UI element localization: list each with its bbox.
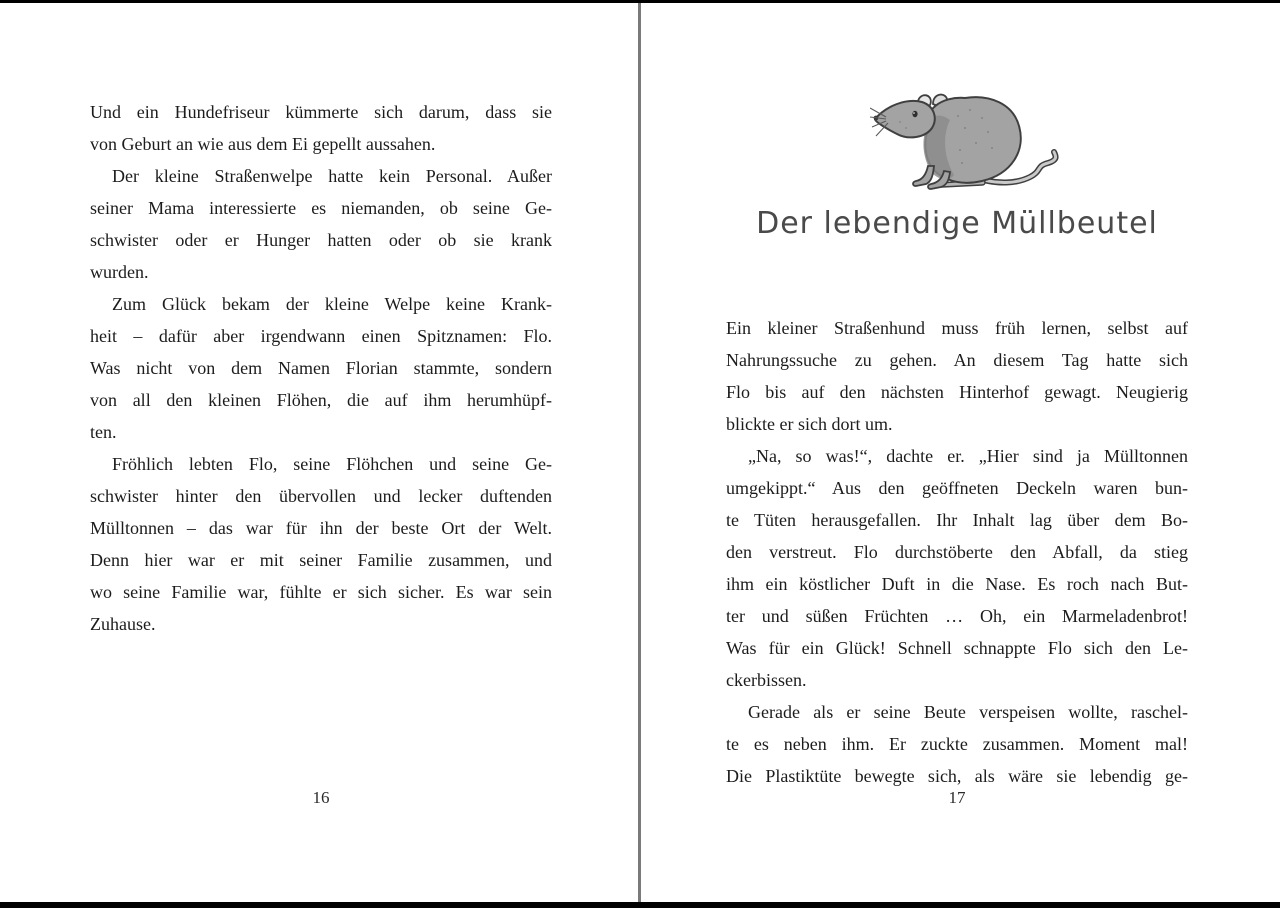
text-line: ter und süßen Früchten … Oh, ein Marmeladenbrot!: [726, 606, 1188, 626]
text-line: Zum Glück bekam der kleine Welpe keine Krank-: [112, 294, 552, 314]
text-line: Nahrungssuche zu gehen. An diesem Tag hatte sich: [726, 350, 1188, 370]
paragraph: [726, 440, 1188, 696]
text-line: Denn hier war er mit seiner Familie zusammen, und: [90, 550, 552, 570]
text-line: ten.: [90, 422, 117, 442]
page-left: [0, 3, 638, 902]
text-line: schwister oder er Hunger hatten oder ob sie krank: [90, 230, 552, 250]
text-line: „Na, so was!“, dachte er. „Hier sind ja Mülltonnen: [748, 446, 1188, 466]
rat-eye: [912, 111, 917, 117]
text-line: Die Plastiktüte bewegte sich, als wäre sie lebendig ge-: [726, 766, 1188, 786]
paragraph: [90, 448, 552, 640]
text-line: Der kleine Straßenwelpe hatte kein Personal. Außer: [112, 166, 552, 186]
text-line: Ein kleiner Straßenhund muss früh lernen, selbst auf: [726, 318, 1188, 338]
text-line: von Geburt an wie aus dem Ei gepellt aussahen.: [90, 134, 436, 154]
text-line: von all den kleinen Flöhen, die auf ihm herumhüpf-: [90, 390, 552, 410]
rat-illustration: [870, 88, 1065, 193]
text-line: Flo bis auf den nächsten Hinterhof gewagt. Neugierig: [726, 382, 1188, 402]
paragraph: [90, 96, 552, 160]
paragraph: [90, 160, 552, 288]
paragraph: [90, 288, 552, 448]
text-line: seiner Mama interessierte es niemanden, ob seine Ge-: [90, 198, 552, 218]
paragraph: [726, 312, 1188, 440]
text-line: wo seine Familie war, fühlte er sich sicher. Es war sein: [90, 582, 552, 602]
text-line: ckerbissen.: [726, 670, 807, 690]
page-right: [641, 3, 1280, 902]
text-line: ihm ein köstlicher Duft in die Nase. Es roch nach But-: [726, 574, 1188, 594]
text-line: Und ein Hundefriseur kümmerte sich darum, dass sie: [90, 102, 552, 122]
text-line: wurden.: [90, 262, 149, 282]
text-line: heit – dafür aber irgendwann einen Spitznamen: Flo.: [90, 326, 552, 346]
text-line: blickte er sich dort um.: [726, 414, 893, 434]
rat-front-leg-left: [913, 166, 934, 186]
left-page-text: [90, 96, 552, 640]
page-number-left: 16: [312, 788, 330, 807]
text-line: te es neben ihm. Er zuckte zusammen. Moment mal!: [726, 734, 1188, 754]
text-line: Mülltonnen – das war für ihn der beste Ort der Welt.: [90, 518, 552, 538]
page-number-right: 17: [948, 788, 966, 807]
text-line: umgekippt.“ Aus den geöffneten Deckeln waren bun-: [726, 478, 1188, 498]
text-line: Was nicht von dem Namen Florian stammte, sondern: [90, 358, 552, 378]
text-line: Gerade als er seine Beute verspeisen wollte, raschel-: [748, 702, 1188, 722]
text-line: Fröhlich lebten Flo, seine Flöhchen und seine Ge-: [112, 454, 552, 474]
text-line: den verstreut. Flo durchstöberte den Abfall, da stieg: [726, 542, 1188, 562]
text-line: te Tüten herausgefallen. Ihr Inhalt lag über dem Bo-: [726, 510, 1188, 530]
text-line: schwister hinter den übervollen und lecker duftenden: [90, 486, 552, 506]
right-page-text: [726, 312, 1188, 792]
paragraph: [726, 696, 1188, 792]
chapter-title: Der lebendige Müllbeutel: [756, 206, 1158, 241]
text-line: Zuhause.: [90, 614, 156, 634]
text-line: Was für ein Glück! Schnell schnappte Flo sich den Le-: [726, 638, 1188, 658]
bottom-border: [0, 902, 1280, 908]
